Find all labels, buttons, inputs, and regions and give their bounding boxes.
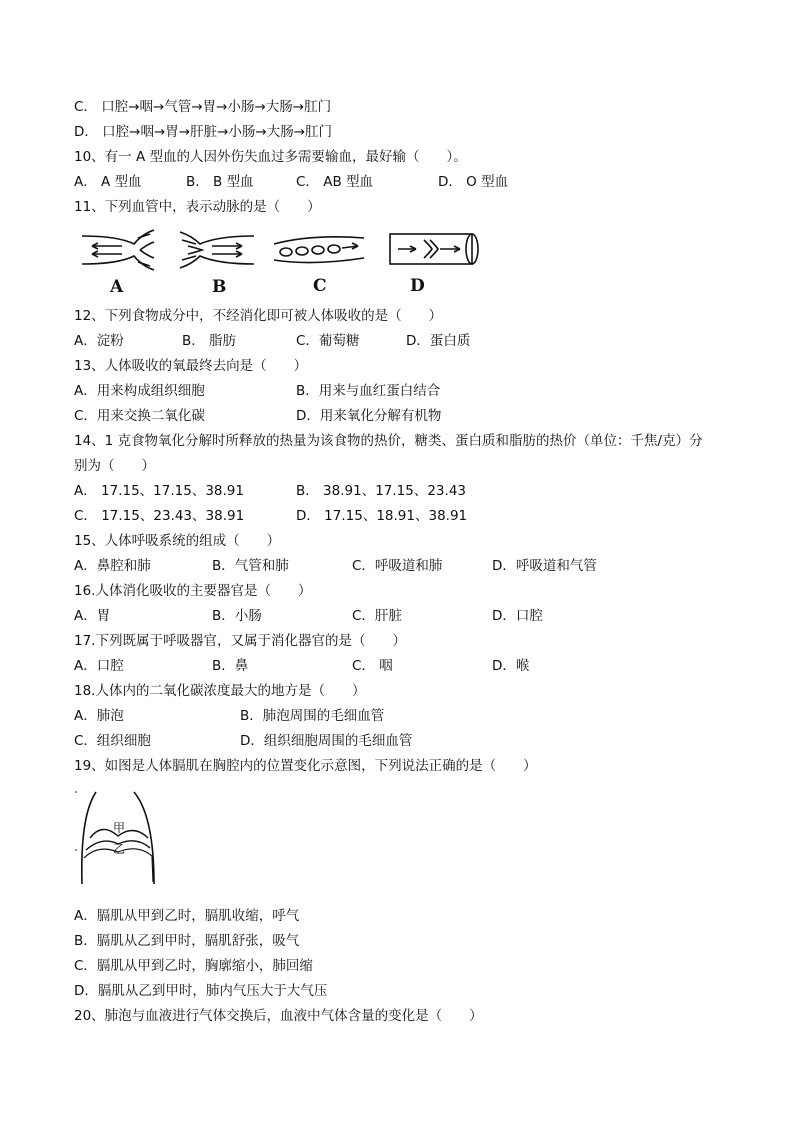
vessel-label-b: B [212,277,227,297]
q12-option-d: D．蛋白质 [406,333,471,349]
q15-option-a: A．鼻腔和肺 [74,558,151,574]
vessel-label-d: D [410,276,425,296]
q13-option-a: A．用来构成组织细胞 [74,383,205,399]
q12-option-b: B． 脂肪 [182,333,237,349]
question-19: 19、如图是人体膈肌在胸腔内的位置变化示意图，下列说法正确的是（ ） [74,758,537,774]
question-11: 11、下列血管中，表示动脉的是（ ） [74,199,321,215]
question-13: 13、人体吸收的氧最终去向是（ ） [74,358,308,374]
q12-option-c: C．葡萄糖 [296,333,360,349]
vessel-d [390,234,478,264]
q15-option-c: C．呼吸道和肺 [352,558,443,574]
q15-option-b: B．气管和肺 [212,558,289,574]
q13-option-c: C．用来交换二氧化碳 [74,408,205,424]
option-d-prev: D． 口腔→咽→胃→肝脏→小肠→大肠→肛门 [74,124,333,140]
q13-option-b: B．用来与血红蛋白结合 [296,383,441,399]
q19-option-a: A．膈肌从甲到乙时，膈肌收缩，呼气 [74,908,300,924]
vessel-a [82,230,154,270]
q17-option-a: A．口腔 [74,658,124,674]
q17-option-c: C． 咽 [352,658,393,674]
question-14-line-2: 别为（ ） [74,458,155,474]
q16-option-c: C．肝脏 [352,608,402,624]
q19-option-d: D．膈肌从乙到甲时，肺内气压大于大气压 [74,983,328,999]
diaphragm-label-yi: 乙 [113,842,126,856]
q14-option-b: B． 38.91、17.15、23.43 [296,483,466,499]
q18-option-d: D．组织细胞周围的毛细血管 [240,733,413,749]
question-14-line-1: 14、1 克食物氧化分解时所释放的热量为该食物的热价，糖类、蛋白质和脂肪的热价（单位：千焦/克）分 [74,433,703,449]
vessel-diagrams [78,226,478,276]
q17-option-d: D．喉 [492,658,530,674]
vessel-label-a: A [110,277,124,297]
q12-option-a: A．淀粉 [74,333,124,349]
option-c-prev: C． 口腔→咽→气管→胃→小肠→大肠→肛门 [74,99,332,115]
q15-option-d: D．呼吸道和气管 [492,558,597,574]
vessel-label-c: C [313,276,327,296]
q14-option-a: A． 17.15、17.15、38.91 [74,483,244,499]
question-17: 17.下列既属于呼吸器官，又属于消化器官的是（ ） [74,633,406,649]
q16-option-b: B．小肠 [212,608,262,624]
q19-option-c: C．膈肌从甲到乙时，胸廓缩小，肺回缩 [74,958,313,974]
q16-option-d: D．口腔 [492,608,543,624]
q18-option-a: A．肺泡 [74,708,124,724]
question-16: 16.人体消化吸收的主要器官是（ ） [74,583,312,599]
question-15: 15、人体呼吸系统的组成（ ） [74,533,281,549]
q10-option-a: A． A 型血 [74,174,142,190]
question-12: 12、下列食物成分中，不经消化即可被人体吸收的是（ ） [74,308,443,324]
q14-option-c: C． 17.15、23.43、38.91 [74,508,245,524]
vessel-c [274,237,364,263]
q17-option-b: B．鼻 [212,658,249,674]
q18-option-b: B．肺泡周围的毛细血管 [240,708,385,724]
q14-option-d: D． 17.15、18.91、38.91 [296,508,468,524]
q13-option-d: D．用来氧化分解有机物 [296,408,442,424]
q10-option-c: C． AB 型血 [296,174,374,190]
q18-option-c: C．组织细胞 [74,733,151,749]
q16-option-a: A．胃 [74,608,111,624]
question-10: 10、有一 A 型血的人因外伤失血过多需要输血，最好输（ ）。 [74,149,467,165]
q10-option-d: D． O 型血 [438,174,509,190]
q19-option-b: B．膈肌从乙到甲时，膈肌舒张，吸气 [74,933,300,949]
vessel-b [180,232,254,268]
question-18: 18.人体内的二氧化碳浓度最大的地方是（ ） [74,683,366,699]
question-20: 20、肺泡与血液进行气体交换后，血液中气体含量的变化是（ ） [74,1008,483,1024]
q10-option-b: B． B 型血 [186,174,254,190]
diaphragm-label-jia: 甲 [113,821,126,835]
